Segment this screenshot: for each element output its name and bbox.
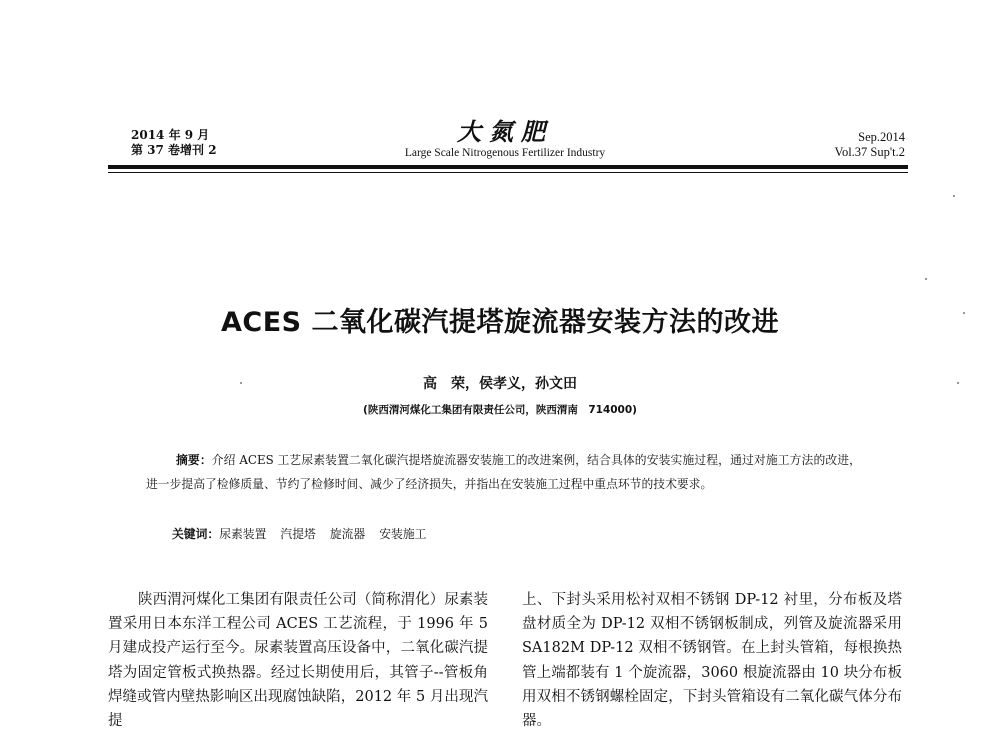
speck [240, 382, 242, 384]
journal-name-en: Large Scale Nitrogenous Fertilizer Industry [404, 147, 606, 159]
keywords-label: 关键词： [172, 527, 220, 541]
header-right [760, 130, 905, 160]
speck [963, 312, 965, 314]
keyword-item: 尿素装置 [219, 527, 267, 541]
abstract [146, 448, 861, 496]
body-column-left: 陕西渭河煤化工集团有限责任公司（简称渭化）尿素装置采用日本东洋工程公司 ACES 工艺流程，于 1996 年 5 月建成投产运行至今。尿素装置高压设备中，二氧化碳汽提塔为固定管板式换热器。经过长期使用后，其管子--管板角焊缝或管内壁热影响区出现腐蚀缺陷，2012 年 5 月出现汽提 [108, 592, 488, 730]
keywords [172, 524, 440, 544]
keyword-item: 安装施工 [379, 527, 427, 541]
affiliation: (陕西渭河煤化工集团有限责任公司，陕西渭南 714000) [363, 404, 637, 416]
header-date-cn: 2014 年 9 月 [131, 128, 210, 142]
keyword-item: 旋流器 [329, 527, 366, 541]
header-center [360, 118, 650, 160]
speck [925, 278, 927, 280]
header-rule-thick [108, 165, 908, 169]
author-list: 高 荣，侯孝义，孙文田 [423, 376, 577, 392]
header-left [131, 128, 217, 158]
header-date-en: Sep.2014 [858, 130, 905, 144]
abstract-text: 介绍 ACES 工艺尿素装置二氧化碳汽提塔旋流器安装施工的改进案例，结合具体的安装实施过程，通过对施工方法的改进，进一步提高了检修质量、节约了检修时间、减少了经济损失，并指出在安装施工过程中重点环节的技术要求。 [146, 453, 861, 491]
journal-logo: 大氮肥 [457, 117, 553, 146]
paper-title: ACES 二氧化碳汽提塔旋流器安装方法的改进 [221, 307, 779, 338]
keyword-item: 汽提塔 [280, 527, 316, 541]
abstract-label: 摘要： [176, 453, 212, 467]
header-volume-en: Vol.37 Sup't.2 [834, 145, 905, 159]
body-column-right: 上、下封头采用松衬双相不锈钢 DP-12 衬里，分布板及塔盘材质全为 DP-12 双相不锈钢板制成，列管及旋流器采用 SA182M DP-12 双相不锈钢管。在上封头管箱，每根换热管上端都装有 1 个旋流器，3060 根旋流器由 10 块分布板用双相不锈钢螺栓固定，下封头管箱设有二氧化碳气体分布器。 [522, 592, 902, 730]
header-rule-thin [108, 172, 908, 173]
header-volume-cn: 第 37 卷增刊 2 [131, 143, 217, 157]
speck [957, 382, 959, 384]
speck [953, 195, 955, 197]
